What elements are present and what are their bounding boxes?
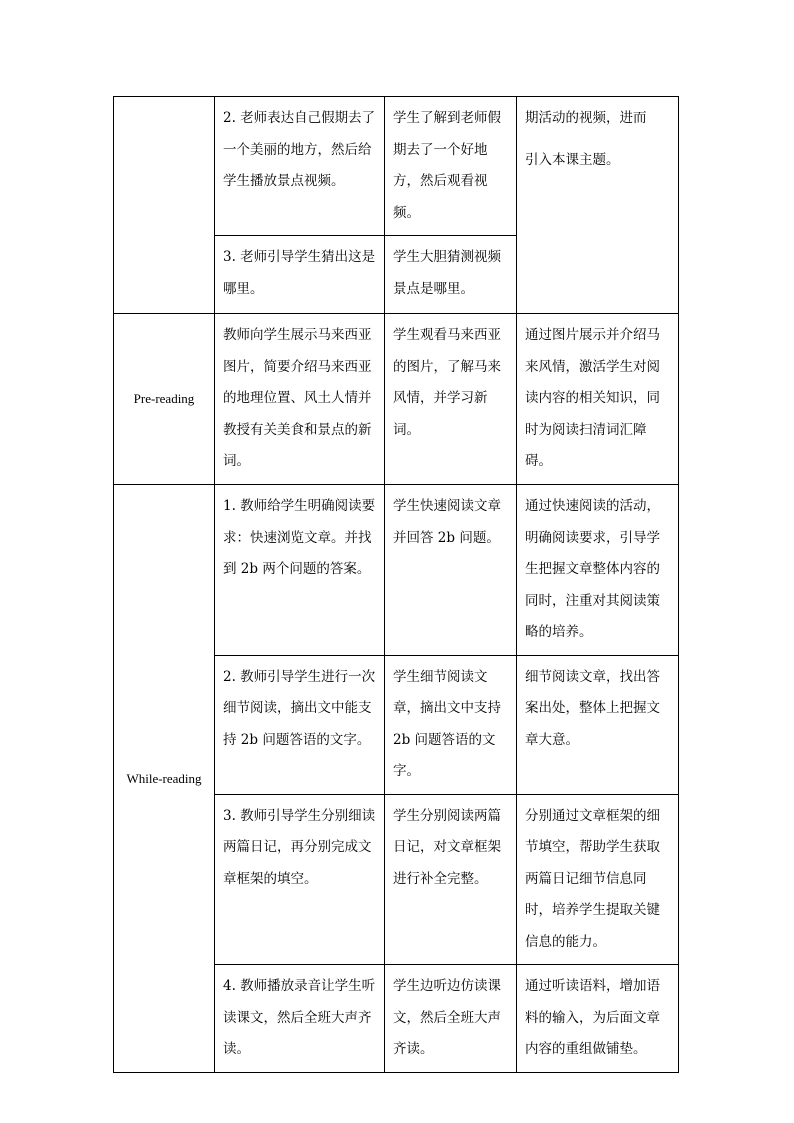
student-activity-cell: 学生分别阅读两篇日记，对文章框架进行补全完整。 (385, 794, 517, 965)
design-purpose-cell (517, 97, 679, 314)
student-activity-cell: 学生快速阅读文章并回答 2b 问题。 (385, 485, 517, 656)
stage-cell: Pre-reading (114, 314, 215, 485)
teacher-activity-cell: 教师向学生展示马来西亚图片，简要介绍马来西亚的地理位置、风土人情并教授有关美食和景点的新词。 (215, 314, 385, 485)
student-activity-cell: 学生细节阅读文章，摘出文中支持 2b 问题答语的文字。 (385, 655, 517, 794)
table-row (114, 97, 679, 236)
lesson-plan-table (113, 96, 679, 1073)
student-activity-cell: 学生边听边仿读课文，然后全班大声齐读。 (385, 965, 517, 1073)
stage-cell: While-reading (114, 485, 215, 1073)
design-purpose-cell: 细节阅读文章，找出答案出处，整体上把握文章大意。 (517, 655, 679, 794)
design-purpose-cell: 通过图片展示并介绍马来风情，激活学生对阅读内容的相关知识，同时为阅读扫清词汇障碍。 (517, 314, 679, 485)
design-purpose-cell: 通过快速阅读的活动，明确阅读要求，引导学生把握文章整体内容的同时，注重对其阅读策略的培养。 (517, 485, 679, 656)
table-row (114, 314, 679, 485)
teacher-activity-cell: 4. 教师播放录音让学生听读课文，然后全班大声齐读。 (215, 965, 385, 1073)
design-purpose-line: 期活动的视频，进而 (525, 110, 647, 126)
stage-cell (114, 97, 215, 314)
teacher-activity-cell: 2. 教师引导学生进行一次细节阅读，摘出文中能支持 2b 问题答语的文字。 (215, 655, 385, 794)
design-purpose-cell: 分别通过文章框架的细节填空，帮助学生获取两篇日记细节信息同时，培养学生提取关键信息的能力。 (517, 794, 679, 965)
student-activity-cell: 学生大胆猜测视频景点是哪里。 (385, 236, 517, 314)
student-activity-cell: 学生观看马来西亚的图片，了解马来风情，并学习新词。 (385, 314, 517, 485)
student-activity-cell: 学生了解到老师假期去了一个好地方，然后观看视频。 (385, 97, 517, 236)
teacher-activity-cell: 1. 教师给学生明确阅读要求：快速浏览文章。并找到 2b 两个问题的答案。 (215, 485, 385, 656)
design-purpose-cell: 通过听读语料，增加语料的输入，为后面文章内容的重组做铺垫。 (517, 965, 679, 1073)
teacher-activity-cell: 3. 教师引导学生分别细读两篇日记，再分别完成文章框架的填空。 (215, 794, 385, 965)
table-row (114, 485, 679, 656)
teacher-activity-cell: 2. 老师表达自己假期去了一个美丽的地方，然后给学生播放景点视频。 (215, 97, 385, 236)
design-purpose-line: 引入本课主题。 (525, 151, 620, 168)
teacher-activity-cell: 3. 老师引导学生猜出这是哪里。 (215, 236, 385, 314)
